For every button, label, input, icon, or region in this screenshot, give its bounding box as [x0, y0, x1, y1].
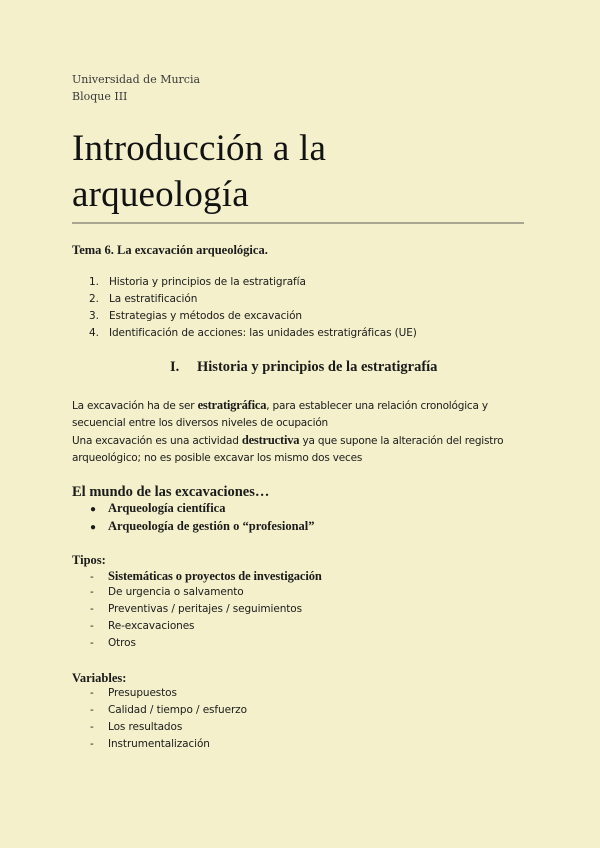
toc-number: 4. [89, 327, 99, 339]
list-item-text: Calidad / tiempo / esfuerzo [108, 704, 247, 716]
list-item [90, 704, 247, 721]
toc-item [89, 276, 417, 293]
toc-text: Identificación de acciones: las unidades estratigráficas (UE) [109, 327, 417, 339]
variables-heading: Variables: [72, 671, 127, 685]
list-item-text: Otros [108, 637, 136, 649]
mundo-heading: El mundo de las excavaciones… [72, 484, 270, 500]
list-item-text: Instrumentalización [108, 738, 210, 750]
list-item [90, 620, 322, 637]
dash-icon: - [90, 738, 94, 750]
toc-number: 1. [89, 276, 99, 288]
intro-paragraph [72, 397, 524, 467]
document-title [72, 126, 532, 218]
dash-icon: - [90, 603, 94, 615]
paragraph-2-text-a: Una excavación es una actividad [72, 435, 242, 447]
dash-icon: - [90, 586, 94, 598]
paragraph-1 [72, 397, 524, 432]
list-item-text: Sistemáticas o proyectos de investigación [108, 569, 322, 583]
list-item-text: Arqueología de gestión o “profesional” [108, 519, 315, 533]
paragraph-1-emphasis: estratigráfica [197, 398, 267, 412]
list-item-text: Los resultados [108, 721, 183, 733]
list-item [90, 569, 322, 586]
toc-item [89, 293, 417, 310]
dash-icon: - [90, 704, 94, 716]
list-item-text: Preventivas / peritajes / seguimientos [108, 603, 302, 615]
table-of-contents [89, 276, 417, 344]
university-name: Universidad de Murcia [72, 73, 201, 86]
paragraph-2 [72, 432, 524, 467]
title-line-1: Introducción a la [72, 128, 327, 169]
toc-text: Historia y principios de la estratigrafía [109, 276, 306, 288]
paragraph-1-text-c: , para establecer una relación cronológica y secuencial entre los diversos niveles de ocupación [72, 400, 488, 429]
section-heading [170, 359, 437, 376]
section-number: I. [170, 359, 180, 375]
title-line-2: arqueología [72, 174, 249, 215]
list-item [90, 603, 322, 620]
section-title: Historia y principios de la estratigrafía [197, 359, 438, 375]
list-item [90, 637, 322, 654]
variables-list [90, 687, 247, 755]
paragraph-1-text-a: La excavación ha de ser [72, 400, 198, 412]
mundo-list [90, 501, 315, 537]
dash-icon: - [90, 721, 94, 733]
bullet-icon: ● [90, 504, 97, 515]
topic-heading: Tema 6. La excavación arqueológica. [72, 243, 268, 257]
dash-icon: - [90, 620, 94, 632]
list-item [90, 738, 247, 755]
paragraph-2-emphasis: destructiva [241, 433, 300, 447]
toc-text: Estrategias y métodos de excavación [109, 310, 302, 322]
list-item-text: Re-excavaciones [108, 620, 195, 632]
list-item-text: Arqueología científica [108, 501, 226, 515]
list-item [90, 501, 315, 519]
list-item [90, 721, 247, 738]
toc-item [89, 310, 417, 327]
toc-text: La estratificación [109, 293, 198, 305]
toc-number: 3. [89, 310, 99, 322]
list-item [90, 586, 322, 603]
list-item [90, 519, 315, 537]
toc-item [89, 327, 417, 344]
paragraph-2-text-c: ya que supone la alteración del registro arqueológico; no es posible excavar los mismo dos veces [72, 435, 504, 464]
title-divider [72, 222, 524, 224]
toc-number: 2. [89, 293, 99, 305]
bullet-icon: ● [90, 522, 97, 533]
block-label: Bloque III [72, 90, 128, 103]
dash-icon: - [90, 571, 94, 583]
tipos-heading: Tipos: [72, 553, 106, 567]
list-item-text: De urgencia o salvamento [108, 586, 244, 598]
list-item [90, 687, 247, 704]
list-item-text: Presupuestos [108, 687, 177, 699]
tipos-list [90, 569, 322, 654]
dash-icon: - [90, 687, 94, 699]
dash-icon: - [90, 637, 94, 649]
